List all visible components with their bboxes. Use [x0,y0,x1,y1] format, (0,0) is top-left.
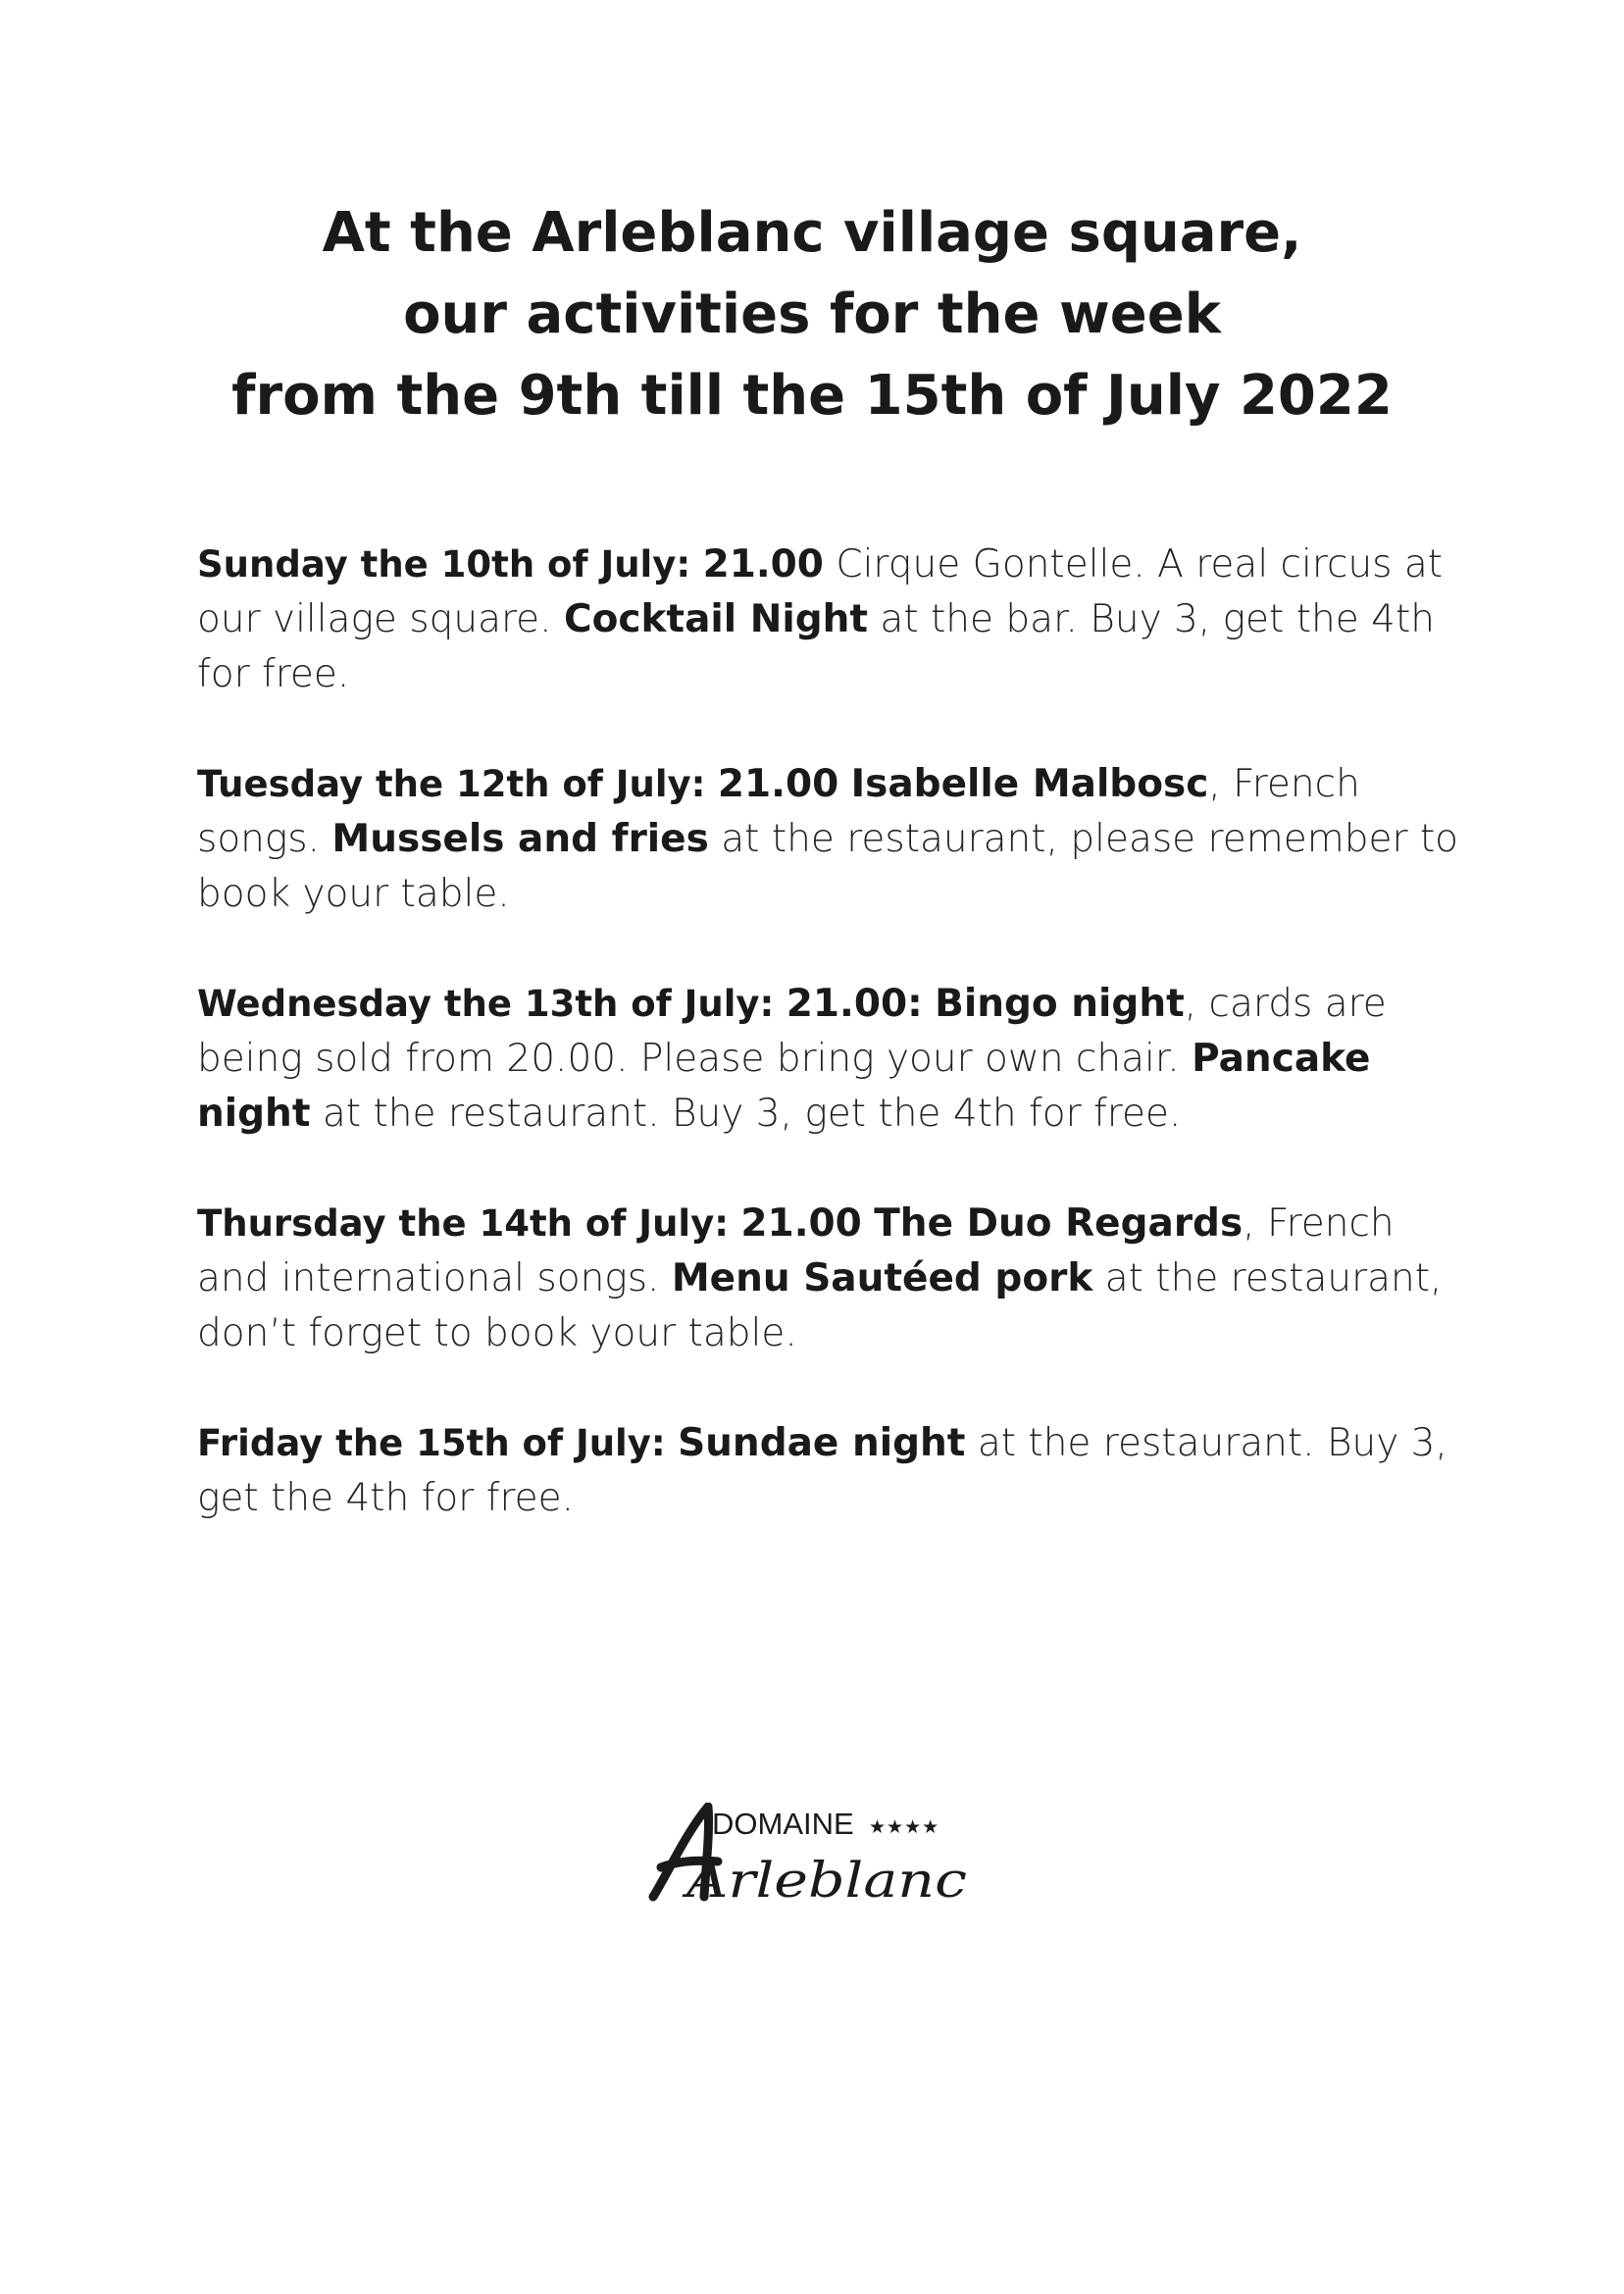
event-wednesday [197,977,1462,1142]
event-day: Wednesday the 13th of July: [197,983,775,1025]
event-day: Thursday the 14th of July: [197,1202,730,1245]
event-highlight: Menu Sautéed pork [671,1256,1093,1300]
event-text: at the restaurant, don’t forget to book your table. [197,1256,1443,1355]
event-day: Friday the 15th of July: [197,1422,666,1464]
domaine-arleblanc-logo [647,1803,1000,1911]
event-text: at the restaurant. Buy 3, get the 4th for free. [310,1092,1182,1136]
event-text: at the restaurant, please remember to book your table. [197,817,1459,916]
event-text: at the restaurant. Buy 3, get the 4th for free. [197,1421,1447,1520]
event-highlight: The Duo Regards [874,1201,1243,1246]
title-line-2: our activities for the week [403,282,1221,346]
event-text: at the bar. Buy 3, get the 4th for free. [197,597,1435,696]
event-text: , French songs. [197,762,1360,861]
event-thursday [197,1197,1462,1361]
event-highlight: Sundae night [678,1421,966,1465]
event-text: , cards are being sold from 20.00. Please bring your own chair. [197,982,1387,1081]
event-time: 21.00 [717,762,839,806]
logo-domaine-text: DOMAINE [712,1807,854,1841]
event-day: Tuesday the 12th of July: [197,763,706,805]
title-line-3: from the 9th till the 15th of July 2022 [231,364,1393,428]
title-line-1: At the Arleblanc village square, [322,201,1302,265]
event-time: 21.00 [702,542,824,586]
event-tuesday [197,757,1462,922]
event-day: Sunday the 10th of July: [197,543,691,586]
logo-stars: ★★★★ [869,1816,940,1838]
event-highlight: Cirque Gontelle [836,542,1134,586]
event-sunday [197,537,1462,702]
event-highlight: Cocktail Night [563,597,869,641]
event-highlight: Pancake night [197,1037,1371,1136]
logo-name-text: Arleblanc [682,1852,967,1909]
event-highlight: Bingo night [935,982,1185,1026]
event-time: 21.00: [786,982,923,1026]
event-friday [197,1416,1462,1526]
event-time: 21.00 [740,1201,862,1246]
event-highlight: Isabelle Malbosc [850,762,1209,806]
event-text: , French and international songs. [197,1201,1395,1300]
page-title [0,192,1624,436]
event-highlight: Mussels and fries [331,817,709,861]
event-text: . A real circus at our village square. [197,542,1444,641]
events-list [197,537,1462,1581]
